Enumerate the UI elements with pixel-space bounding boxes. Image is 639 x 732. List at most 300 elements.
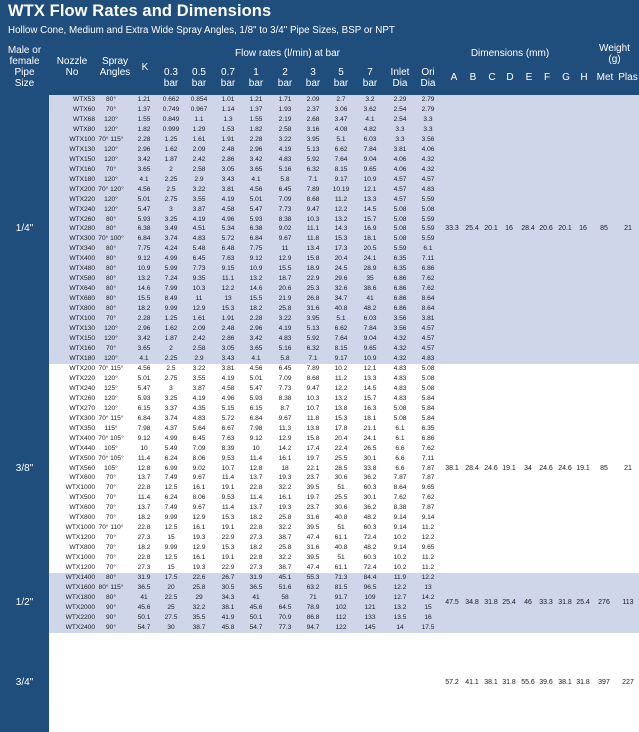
- pressure-header: [242, 67, 270, 89]
- value-cell: 3.55: [192, 374, 206, 382]
- value-cell: 38.6: [363, 285, 377, 293]
- value-cell: 23.7: [306, 474, 320, 482]
- value-cell: 6.86: [421, 434, 435, 442]
- value-cell: 18.2: [137, 305, 151, 313]
- value-cell: 7.62: [421, 444, 435, 452]
- value-cell: 51: [337, 484, 345, 492]
- value-cell: 2.79: [421, 96, 435, 103]
- value-cell: 18: [281, 464, 289, 472]
- value-cell: 6.6: [395, 464, 405, 472]
- header-text: bar: [163, 78, 179, 89]
- nozzle-no-cell: WTX240: [69, 384, 95, 392]
- k-header: K: [141, 62, 149, 73]
- table-row: [49, 294, 639, 304]
- value-cell: 5.08: [393, 225, 407, 233]
- table-row: [49, 254, 639, 264]
- table-row: [49, 314, 639, 324]
- spray-angle-cell: 80°: [106, 275, 116, 283]
- nozzle-no-cell: WTX600: [69, 474, 95, 482]
- value-cell: 14.2: [278, 444, 292, 452]
- weight-met-cell: 85: [600, 464, 608, 472]
- value-cell: 6.38: [249, 225, 263, 233]
- value-cell: 29: [195, 594, 203, 601]
- header-text: Ori: [421, 67, 435, 78]
- value-cell: 7.62: [393, 494, 407, 502]
- table-row: [49, 483, 639, 493]
- value-cell: 25: [167, 603, 175, 611]
- value-cell: 94.7: [306, 623, 320, 631]
- value-cell: 5.59: [421, 225, 435, 233]
- pressure-header: [271, 67, 299, 89]
- dimension-cell: 25.4: [465, 225, 479, 233]
- value-cell: 5.16: [278, 345, 292, 352]
- value-cell: 4.56: [249, 185, 263, 193]
- value-cell: 7.87: [421, 464, 435, 472]
- value-cell: 39.5: [306, 484, 320, 492]
- value-cell: 25.8: [278, 305, 292, 313]
- value-cell: 31.9: [137, 574, 151, 582]
- spray-angle-cell: 120°: [104, 145, 118, 153]
- spray-angle-cell: 80°: [106, 285, 116, 293]
- value-cell: 48.2: [363, 544, 377, 552]
- spray-angle-cell: 70°: [106, 165, 116, 173]
- value-cell: 12.9: [192, 514, 206, 522]
- value-cell: 8.15: [334, 165, 348, 173]
- value-cell: 13.7: [249, 504, 263, 512]
- value-cell: 13.2: [249, 275, 263, 283]
- header-text: Male or: [7, 45, 42, 56]
- value-cell: 7.62: [421, 494, 435, 502]
- value-cell: 4.57: [393, 185, 407, 193]
- value-cell: 2.25: [164, 354, 178, 362]
- value-cell: 6.84: [137, 235, 151, 243]
- value-cell: 4.32: [393, 354, 407, 362]
- value-cell: 3.95: [306, 315, 320, 323]
- value-cell: 9.14: [421, 514, 435, 522]
- table-row: [49, 145, 639, 155]
- value-cell: 5.93: [249, 394, 263, 402]
- value-cell: 4.96: [221, 394, 235, 402]
- table-row: [49, 135, 639, 145]
- value-cell: 9.99: [164, 514, 178, 522]
- value-cell: 4.57: [421, 175, 435, 183]
- value-cell: 1.01: [221, 96, 235, 103]
- value-cell: 3.37: [164, 404, 178, 412]
- value-cell: 86.8: [306, 613, 320, 621]
- value-cell: 17.5: [421, 623, 435, 631]
- value-cell: 3.06: [334, 105, 348, 113]
- value-cell: 41.9: [221, 613, 235, 621]
- value-cell: 5.47: [249, 384, 263, 392]
- value-cell: 13.3: [363, 374, 377, 382]
- value-cell: 1.37: [249, 105, 263, 113]
- table-row: [49, 284, 639, 294]
- value-cell: 5.93: [249, 215, 263, 223]
- value-cell: 3.05: [221, 345, 235, 352]
- value-cell: 54.7: [249, 623, 263, 631]
- value-cell: 11.9: [393, 574, 407, 582]
- value-cell: 4.1: [365, 115, 375, 123]
- value-cell: 1.29: [192, 125, 206, 133]
- value-cell: 3.74: [164, 235, 178, 243]
- nozzle-no-cell: WTX1600: [65, 584, 95, 592]
- value-cell: 5.84: [421, 404, 435, 412]
- value-cell: 15.7: [363, 215, 377, 223]
- value-cell: 12.2: [421, 574, 435, 582]
- value-cell: 5.59: [421, 215, 435, 223]
- value-cell: 4.1: [139, 175, 149, 183]
- table-row: [49, 115, 639, 125]
- value-cell: 6.86: [393, 295, 407, 303]
- dimension-cell: 20.1: [484, 225, 498, 233]
- nozzle-no-cell: WTX580: [69, 275, 95, 283]
- value-cell: 5.59: [393, 245, 407, 253]
- value-cell: 4.56: [249, 364, 263, 372]
- value-cell: 4.1: [251, 354, 261, 362]
- dimension-letter-header: G: [562, 72, 570, 83]
- table-row: [49, 334, 639, 344]
- value-cell: 22.1: [306, 464, 320, 472]
- dimension-cell: 38.1: [484, 678, 498, 686]
- spray-angle-cell: 70° 105°: [98, 454, 124, 462]
- value-cell: 10.7: [221, 464, 235, 472]
- value-cell: 1.37: [137, 105, 151, 113]
- table-row: [49, 304, 639, 314]
- dimension-cell: 24.6: [539, 464, 553, 472]
- value-cell: 3.2: [365, 96, 375, 103]
- value-cell: 22.8: [249, 484, 263, 492]
- value-cell: 10: [252, 444, 260, 452]
- value-cell: 133: [364, 613, 376, 621]
- table-row: [49, 414, 639, 424]
- value-cell: 16.1: [192, 554, 206, 562]
- value-cell: 4.57: [421, 345, 435, 352]
- value-cell: 16.1: [278, 454, 292, 462]
- value-cell: 12.8: [137, 464, 151, 472]
- value-cell: 9.14: [393, 514, 407, 522]
- value-cell: 1.87: [164, 335, 178, 343]
- spray-angle-cell: 70°: [106, 484, 116, 492]
- value-cell: 2.19: [278, 115, 292, 123]
- value-cell: 7.1: [308, 175, 318, 183]
- dimension-cell: 16: [579, 225, 587, 233]
- table-row: [49, 553, 639, 563]
- value-cell: 1.25: [164, 135, 178, 143]
- table-row: [49, 394, 639, 404]
- nozzle-no-cell: WTX130: [69, 145, 95, 153]
- value-cell: 11.4: [137, 454, 151, 462]
- value-cell: 9.65: [363, 345, 377, 352]
- value-cell: 4.19: [278, 325, 292, 333]
- header-text: Angles: [99, 67, 131, 78]
- value-cell: 30.5: [221, 584, 235, 592]
- dimension-letter-header: C: [488, 72, 496, 83]
- value-cell: 6.32: [306, 345, 320, 352]
- dimension-cell: 25.4: [502, 598, 516, 606]
- weight-plas-cell: 21: [624, 225, 632, 233]
- value-cell: 8.15: [334, 345, 348, 352]
- value-cell: 5.08: [421, 364, 435, 372]
- value-cell: 2.42: [192, 335, 206, 343]
- value-cell: 5.08: [393, 404, 407, 412]
- value-cell: 9.02: [192, 464, 206, 472]
- table-row: [49, 155, 639, 165]
- table-row: [49, 274, 639, 284]
- value-cell: 12.2: [221, 285, 235, 293]
- value-cell: 28.9: [363, 265, 377, 273]
- spray-angle-cell: 70°: [106, 494, 116, 502]
- value-cell: 19.3: [192, 534, 206, 542]
- value-cell: 2.28: [137, 135, 151, 143]
- value-cell: 3.55: [192, 195, 206, 203]
- value-cell: 8.68: [306, 195, 320, 203]
- table-row: [49, 503, 639, 513]
- value-cell: 51.6: [278, 584, 292, 592]
- flow-rates-header: Flow rates (l/min) at bar: [234, 48, 341, 59]
- value-cell: 4.19: [192, 394, 206, 402]
- value-cell: 13: [424, 584, 432, 592]
- value-cell: 48.2: [363, 305, 377, 313]
- value-cell: 4.82: [363, 125, 377, 133]
- weight-met-cell: 85: [600, 225, 608, 233]
- value-cell: 55.3: [306, 574, 320, 582]
- value-cell: 10.9: [363, 175, 377, 183]
- header-text: Dia: [420, 78, 436, 89]
- table-row: [49, 344, 639, 354]
- weight-unit-header: (g): [608, 54, 621, 65]
- value-cell: 1.55: [249, 115, 263, 123]
- dimension-cell: 24.6: [484, 464, 498, 472]
- value-cell: 6.84: [249, 235, 263, 243]
- value-cell: 12.1: [363, 364, 377, 372]
- value-cell: 20: [167, 584, 175, 592]
- value-cell: 2.96: [137, 325, 151, 333]
- value-cell: 5.84: [421, 414, 435, 422]
- spray-angle-cell: 80°: [106, 255, 116, 263]
- value-cell: 11.2: [334, 195, 348, 203]
- weight-met-cell: 276: [598, 598, 610, 606]
- value-cell: 4.06: [421, 145, 435, 153]
- value-cell: 7.49: [164, 504, 178, 512]
- value-cell: 2.68: [306, 115, 320, 123]
- spray-angle-cell: 120°: [104, 374, 118, 382]
- value-cell: 17.3: [334, 245, 348, 253]
- value-cell: 7.99: [164, 285, 178, 293]
- value-cell: 9.12: [137, 255, 151, 263]
- value-cell: 3: [169, 384, 173, 392]
- value-cell: 15.8: [306, 255, 320, 263]
- value-cell: 63.2: [306, 584, 320, 592]
- header-text: Dia: [392, 78, 408, 89]
- spray-angle-cell: 70°: [106, 544, 116, 552]
- value-cell: 19.3: [192, 564, 206, 572]
- value-cell: 22.6: [192, 574, 206, 582]
- value-cell: 25.3: [306, 285, 320, 293]
- nozzle-no-cell: WTX68: [73, 115, 95, 123]
- table-row: [49, 175, 639, 185]
- spray-angle-cell: 120°: [104, 325, 118, 333]
- value-cell: 4.32: [421, 155, 435, 163]
- value-cell: 2: [169, 165, 173, 173]
- value-cell: 9.35: [192, 275, 206, 283]
- page-subtitle: Hollow Cone, Medium and Extra Wide Spray Angles, 1/8" to 3/4" Pipe Sizes, BSP or NPT: [8, 25, 395, 36]
- dimension-cell: 46: [524, 598, 532, 606]
- spray-angle-cell: 120°: [104, 175, 118, 183]
- value-cell: 6.45: [192, 255, 206, 263]
- value-cell: 6.84: [137, 414, 151, 422]
- value-cell: 11.2: [421, 564, 435, 572]
- value-cell: 9.53: [221, 454, 235, 462]
- value-cell: 15.3: [221, 514, 235, 522]
- nozzle-no-cell: WTX100: [69, 315, 95, 323]
- value-cell: 12.2: [393, 584, 407, 592]
- value-cell: 61.1: [334, 534, 348, 542]
- value-cell: 4.57: [421, 325, 435, 333]
- value-cell: 7.87: [421, 504, 435, 512]
- spray-angle-cell: 70° 115°: [98, 364, 124, 372]
- value-cell: 38.7: [278, 564, 292, 572]
- value-cell: 12.9: [278, 434, 292, 442]
- dimension-letter-header: E: [525, 72, 533, 83]
- value-cell: 12.2: [421, 534, 435, 542]
- value-cell: 6.03: [363, 135, 377, 143]
- value-cell: 2.96: [249, 145, 263, 153]
- value-cell: 3.22: [192, 364, 206, 372]
- value-cell: 30.6: [334, 474, 348, 482]
- table-row: [49, 404, 639, 414]
- value-cell: 2.58: [278, 125, 292, 133]
- nozzle-no-cell: WTX2000: [65, 603, 95, 611]
- value-cell: 7.75: [249, 245, 263, 253]
- value-cell: 24.1: [363, 255, 377, 263]
- header-text: bar: [248, 78, 264, 89]
- spray-angle-cell: 70° 105°: [98, 434, 124, 442]
- value-cell: 25.5: [334, 494, 348, 502]
- value-cell: 5.47: [137, 205, 151, 213]
- value-cell: 5.93: [137, 394, 151, 402]
- nozzle-no-cell: WTX270: [69, 404, 95, 412]
- dimension-cell: 31.8: [502, 678, 516, 686]
- value-cell: 4.35: [192, 404, 206, 412]
- value-cell: 4.83: [192, 235, 206, 243]
- value-cell: 10.2: [393, 534, 407, 542]
- table-row: [49, 165, 639, 175]
- value-cell: 7.62: [421, 285, 435, 293]
- value-cell: 18.2: [249, 514, 263, 522]
- value-cell: 6.62: [334, 325, 348, 333]
- value-cell: 11.8: [306, 414, 320, 422]
- value-cell: 1.61: [192, 315, 206, 323]
- value-cell: 3.87: [192, 205, 206, 213]
- nozzle-no-cell: WTX640: [69, 285, 95, 293]
- value-cell: 4.83: [278, 155, 292, 163]
- nozzle-no-cell: WTX300: [69, 235, 95, 243]
- value-cell: 7.64: [334, 335, 348, 343]
- value-cell: 32.2: [278, 554, 292, 562]
- value-cell: 8.38: [278, 394, 292, 402]
- value-cell: 0.854: [190, 96, 208, 103]
- table-row: [49, 533, 639, 543]
- value-cell: 2.09: [192, 325, 206, 333]
- value-cell: 9.67: [192, 474, 206, 482]
- value-cell: 2.75: [164, 374, 178, 382]
- value-cell: 9.17: [334, 175, 348, 183]
- value-cell: 1.3: [223, 115, 233, 123]
- value-cell: 20.4: [334, 255, 348, 263]
- value-cell: 13.2: [393, 603, 407, 611]
- value-cell: 3.25: [164, 394, 178, 402]
- value-cell: 11.4: [221, 474, 235, 482]
- value-cell: 5.08: [393, 215, 407, 223]
- value-cell: 7.1: [308, 354, 318, 362]
- dimension-cell: 19.1: [502, 464, 516, 472]
- table-row: [49, 493, 639, 503]
- spray-angle-cell: 70°: [106, 554, 116, 562]
- value-cell: 32.2: [192, 603, 206, 611]
- value-cell: 9.47: [306, 384, 320, 392]
- value-cell: 9.14: [393, 544, 407, 552]
- value-cell: 3.81: [221, 364, 235, 372]
- value-cell: 36.2: [363, 474, 377, 482]
- header-text: Inlet: [390, 67, 410, 78]
- nozzle-no-cell: WTX300: [69, 414, 95, 422]
- spray-angle-cell: 120°: [104, 115, 118, 123]
- value-cell: 2.86: [221, 155, 235, 163]
- dimension-cell: 55.6: [521, 678, 535, 686]
- value-cell: 18.2: [137, 544, 151, 552]
- value-cell: 5.8: [280, 175, 290, 183]
- value-cell: 4.19: [221, 374, 235, 382]
- value-cell: 19.3: [278, 474, 292, 482]
- spray-angle-cell: 120°: [104, 125, 118, 133]
- weight-plas-cell: 21: [624, 464, 632, 472]
- value-cell: 48.2: [363, 514, 377, 522]
- value-cell: 40.8: [334, 514, 348, 522]
- dimension-cell: 24.6: [558, 464, 572, 472]
- value-cell: 4.83: [192, 414, 206, 422]
- value-cell: 47.4: [306, 534, 320, 542]
- value-cell: 15.7: [363, 394, 377, 402]
- value-cell: 36.5: [249, 584, 263, 592]
- value-cell: 10.3: [192, 285, 206, 293]
- value-cell: 28.5: [334, 464, 348, 472]
- value-cell: 33.8: [363, 464, 377, 472]
- value-cell: 9.04: [363, 335, 377, 343]
- value-cell: 3.65: [137, 345, 151, 352]
- value-cell: 6.99: [164, 464, 178, 472]
- value-cell: 45.6: [249, 603, 263, 611]
- value-cell: 5.92: [306, 155, 320, 163]
- value-cell: 7.09: [192, 444, 206, 452]
- value-cell: 2.29: [393, 96, 407, 103]
- weight-plas-header: Plas: [618, 72, 638, 83]
- value-cell: 6.35: [393, 255, 407, 263]
- value-cell: 5.13: [306, 325, 320, 333]
- value-cell: 4.08: [334, 125, 348, 133]
- value-cell: 35: [366, 275, 374, 283]
- dimension-cell: 28.4: [521, 225, 535, 233]
- value-cell: 51: [337, 554, 345, 562]
- value-cell: 15.3: [221, 305, 235, 313]
- value-cell: 26.7: [221, 574, 235, 582]
- value-cell: 2.54: [393, 115, 407, 123]
- value-cell: 6.15: [137, 404, 151, 412]
- nozzle-no-cell: WTX180: [69, 175, 95, 183]
- value-cell: 14.5: [363, 384, 377, 392]
- value-cell: 4.1: [139, 354, 149, 362]
- value-cell: 17.5: [164, 574, 178, 582]
- value-cell: 11.2: [421, 524, 435, 532]
